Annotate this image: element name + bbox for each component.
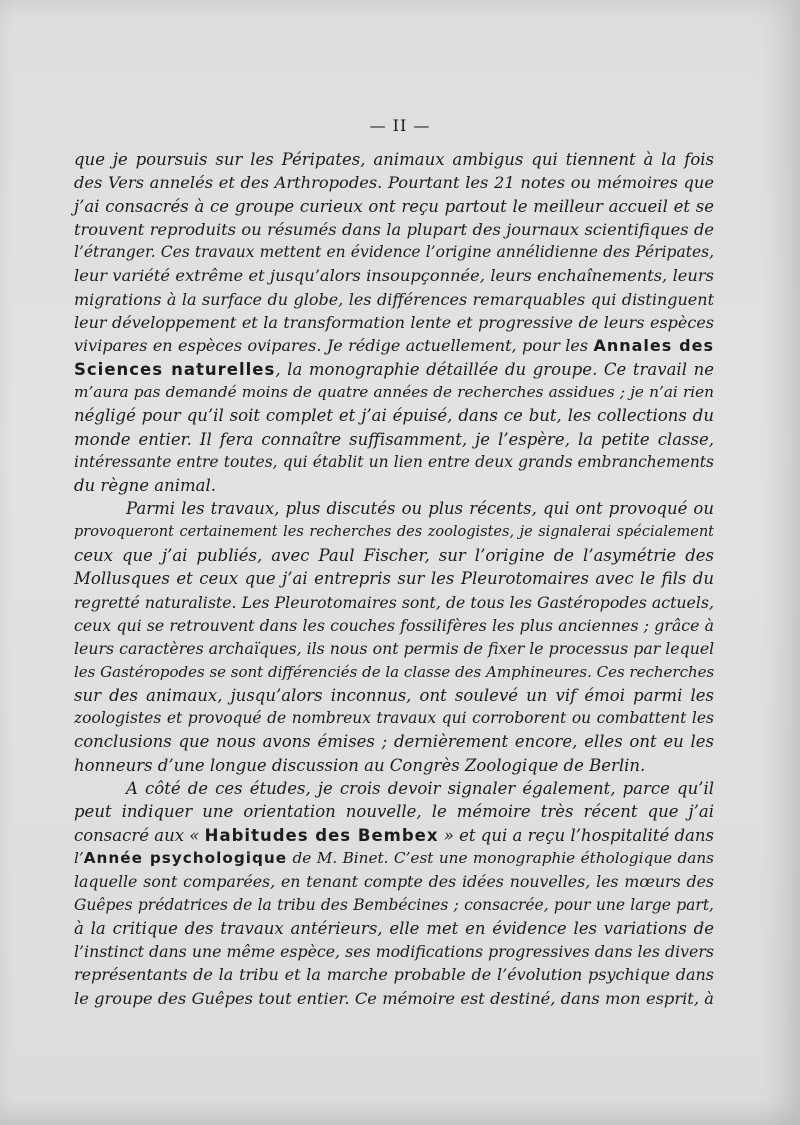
text-line: les Gastéropodes se sont différenciés de la classe des Amphineures. Ces recherches <box>74 662 715 681</box>
text-line: que je poursuis sur les Péripates, animaux ambigus qui tiennent à la fois <box>74 150 714 169</box>
text-line: l’Année psychologique de M. Binet. C’est une monographie éthologique dans <box>74 848 714 867</box>
text-line: Guêpes prédatrices de la tribu des Bembécines ; consacrée, pour une large part, <box>74 895 714 914</box>
text-line: intéressante entre toutes, qui établit un lien entre deux grands embranchements <box>74 452 714 471</box>
page-number: — II — <box>369 116 431 135</box>
text-line: des Vers annelés et des Arthropodes. Pourtant les 21 notes ou mémoires que <box>74 173 714 193</box>
text-line: consacré aux « Habitudes des Bembex » et qui a reçu l’hospitalité dans <box>74 825 714 845</box>
text-line: m’aura pas demandé moins de quatre années de recherches assidues ; je n’ai rien <box>74 382 714 401</box>
bold-journal-title: Annales des <box>593 336 715 356</box>
text-line: regretté naturaliste. Les Pleurotomaires sont, de tous les Gastéropodes actuels, <box>74 592 714 612</box>
text-line: peut indiquer une orientation nouvelle, le mémoire très récent que j’ai <box>74 802 714 822</box>
text-line: monde entier. Il fera connaître suffisamment, je l’espère, la petite classe, <box>74 429 714 449</box>
text-line: laquelle sont comparées, en tenant compte des idées nouvelles, les mœurs des <box>74 872 714 892</box>
text-line: A côté de ces études, je crois devoir signaler également, parce qu’il <box>126 779 714 799</box>
paragraph-pleurotomaires <box>74 497 714 777</box>
text-line: Parmi les travaux, plus discutés ou plus récents, qui ont provoqué ou <box>126 499 714 519</box>
text-line: négligé pour qu’il soit complet et j’ai épuisé, dans ce but, les collections du <box>74 406 714 426</box>
text-line: migrations à la surface du globe, les différences remarquables qui distinguent <box>74 289 714 309</box>
text-line: provoqueront certainement les recherches des zoologistes, je signalerai spécialement <box>74 523 714 540</box>
bold-memoir-title: Habitudes des Bembex <box>204 825 439 845</box>
text-line: à la critique des travaux antérieurs, elle met en évidence les variations de <box>74 918 714 938</box>
text-line: Mollusques et ceux que j’ai entrepris sur les Pleurotomaires avec le fils du <box>74 569 714 589</box>
bold-journal-title: Sciences naturelles <box>74 359 276 379</box>
text-line: sur des animaux, jusqu’alors inconnus, ont soulevé un vif émoi parmi les <box>74 685 714 705</box>
text-line: honneurs d’une longue discussion au Congrès Zoologique de Berlin. <box>74 755 646 775</box>
text-line: j’ai consacrés à ce groupe curieux ont reçu partout le meilleur accueil et se <box>74 196 714 216</box>
text-line: ceux qui se retrouvent dans les couches fossilifères les plus anciennes ; grâce à <box>74 615 714 635</box>
paragraph-peripates <box>74 148 714 497</box>
bold-journal-title: Année psychologique <box>83 848 288 867</box>
text-line: vivipares en espèces ovipares. Je rédige actuellement, pour les Annales des <box>74 336 715 356</box>
text-line: leur variété extrême et jusqu’alors insoupçonnée, leurs enchaînements, leurs <box>74 266 714 286</box>
paragraph-bembex <box>74 777 714 1010</box>
text-line: trouvent reproduits ou résumés dans la plupart des journaux scientifiques de <box>74 219 714 239</box>
text-line: l’étranger. Ces travaux mettent en évidence l’origine annélidienne des Péripates, <box>74 243 714 262</box>
text-line: du règne animal. <box>74 476 217 496</box>
text-line: représentants de la tribu et la marche probable de l’évolution psychique dans <box>74 965 714 985</box>
text-line: ceux que j’ai publiés, avec Paul Fischer, sur l’origine de l’asymétrie des <box>74 546 714 566</box>
text-line: Sciences naturelles, la monographie détaillée du groupe. Ce travail ne <box>74 359 714 379</box>
text-line: le groupe des Guêpes tout entier. Ce mémoire est destiné, dans mon esprit, à <box>74 988 714 1008</box>
text-line: l’instinct dans une même espèce, ses modifications progressives dans les divers <box>74 942 714 962</box>
body-text <box>74 148 714 1010</box>
text-line: leur développement et la transformation lente et progressive de leurs espèces <box>74 313 714 333</box>
text-line: conclusions que nous avons émises ; dernièrement encore, elles ont eu les <box>74 732 714 752</box>
text-line: leurs caractères archaïques, ils nous ont permis de fixer le processus par lequel <box>74 639 715 659</box>
text-line: zoologistes et provoqué de nombreux travaux qui corroborent ou combattent les <box>74 709 714 728</box>
